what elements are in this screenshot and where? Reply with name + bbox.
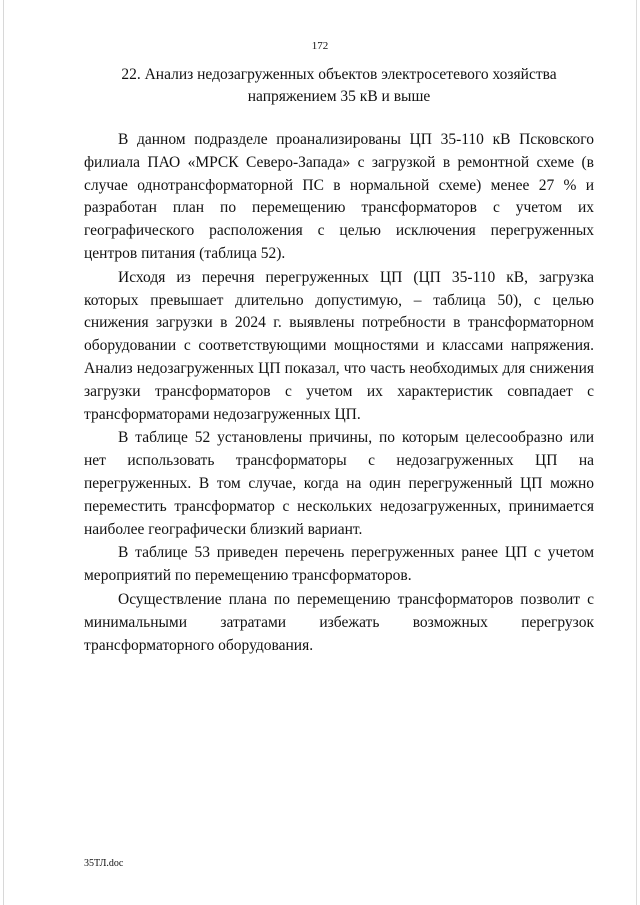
paragraph-1: В данном подразделе проанализированы ЦП 35-110 кВ Псковского филиала ПАО «МРСК Северо-Запада» с загрузкой в ремонтной схеме (в случае однотрансформаторной ПС в нормальной схеме) менее 27 % и разработан план по перемещению трансформаторов с учетом их географического расположения с целью исключения перегруженных центров питания (таблица 52). xyxy=(84,131,594,262)
paragraph-2: Исходя из перечня перегруженных ЦП (ЦП 35-110 кВ, загрузка которых превышает длительно допустимую, – таблица 50), с целью снижения загрузки в 2024 г. выявлены потребности в трансформаторном оборудовании с соответствующими мощностями и классами напряжения. Анализ недозагруженных ЦП показал, что часть необходимых для снижения загрузки трансформаторов с учетом их характеристик совпадает с трансформаторами недозагруженных ЦП. xyxy=(84,268,594,423)
body-text xyxy=(84,129,594,658)
page-edge-left xyxy=(3,0,4,905)
paragraph-5: Осуществление плана по перемещению трансформаторов позволит с минимальными затратами избежать возможных перегрузок трансформаторного оборудования. xyxy=(84,590,594,654)
footer-filename: 35ТЛ.doc xyxy=(84,858,124,869)
section-title-line-2: напряжением 35 кВ и выше xyxy=(247,88,431,105)
page-number: 172 xyxy=(311,40,329,52)
paragraph-4: В таблице 53 приведен перечень перегруженных ранее ЦП с учетом мероприятий по перемещению трансформаторов. xyxy=(84,544,594,585)
section-title xyxy=(84,64,594,108)
paragraph-3: В таблице 52 установлены причины, по которым целесообразно или нет использовать трансформаторы с недозагруженных ЦП на перегруженных. В том случае, когда на один перегруженный ЦП можно переместить трансформатор с нескольких недозагруженных, принимается наиболее географически близкий вариант. xyxy=(84,429,594,538)
section-title-line-1: 22. Анализ недозагруженных объектов электросетевого хозяйства xyxy=(121,66,557,83)
page-edge-right xyxy=(636,0,637,905)
